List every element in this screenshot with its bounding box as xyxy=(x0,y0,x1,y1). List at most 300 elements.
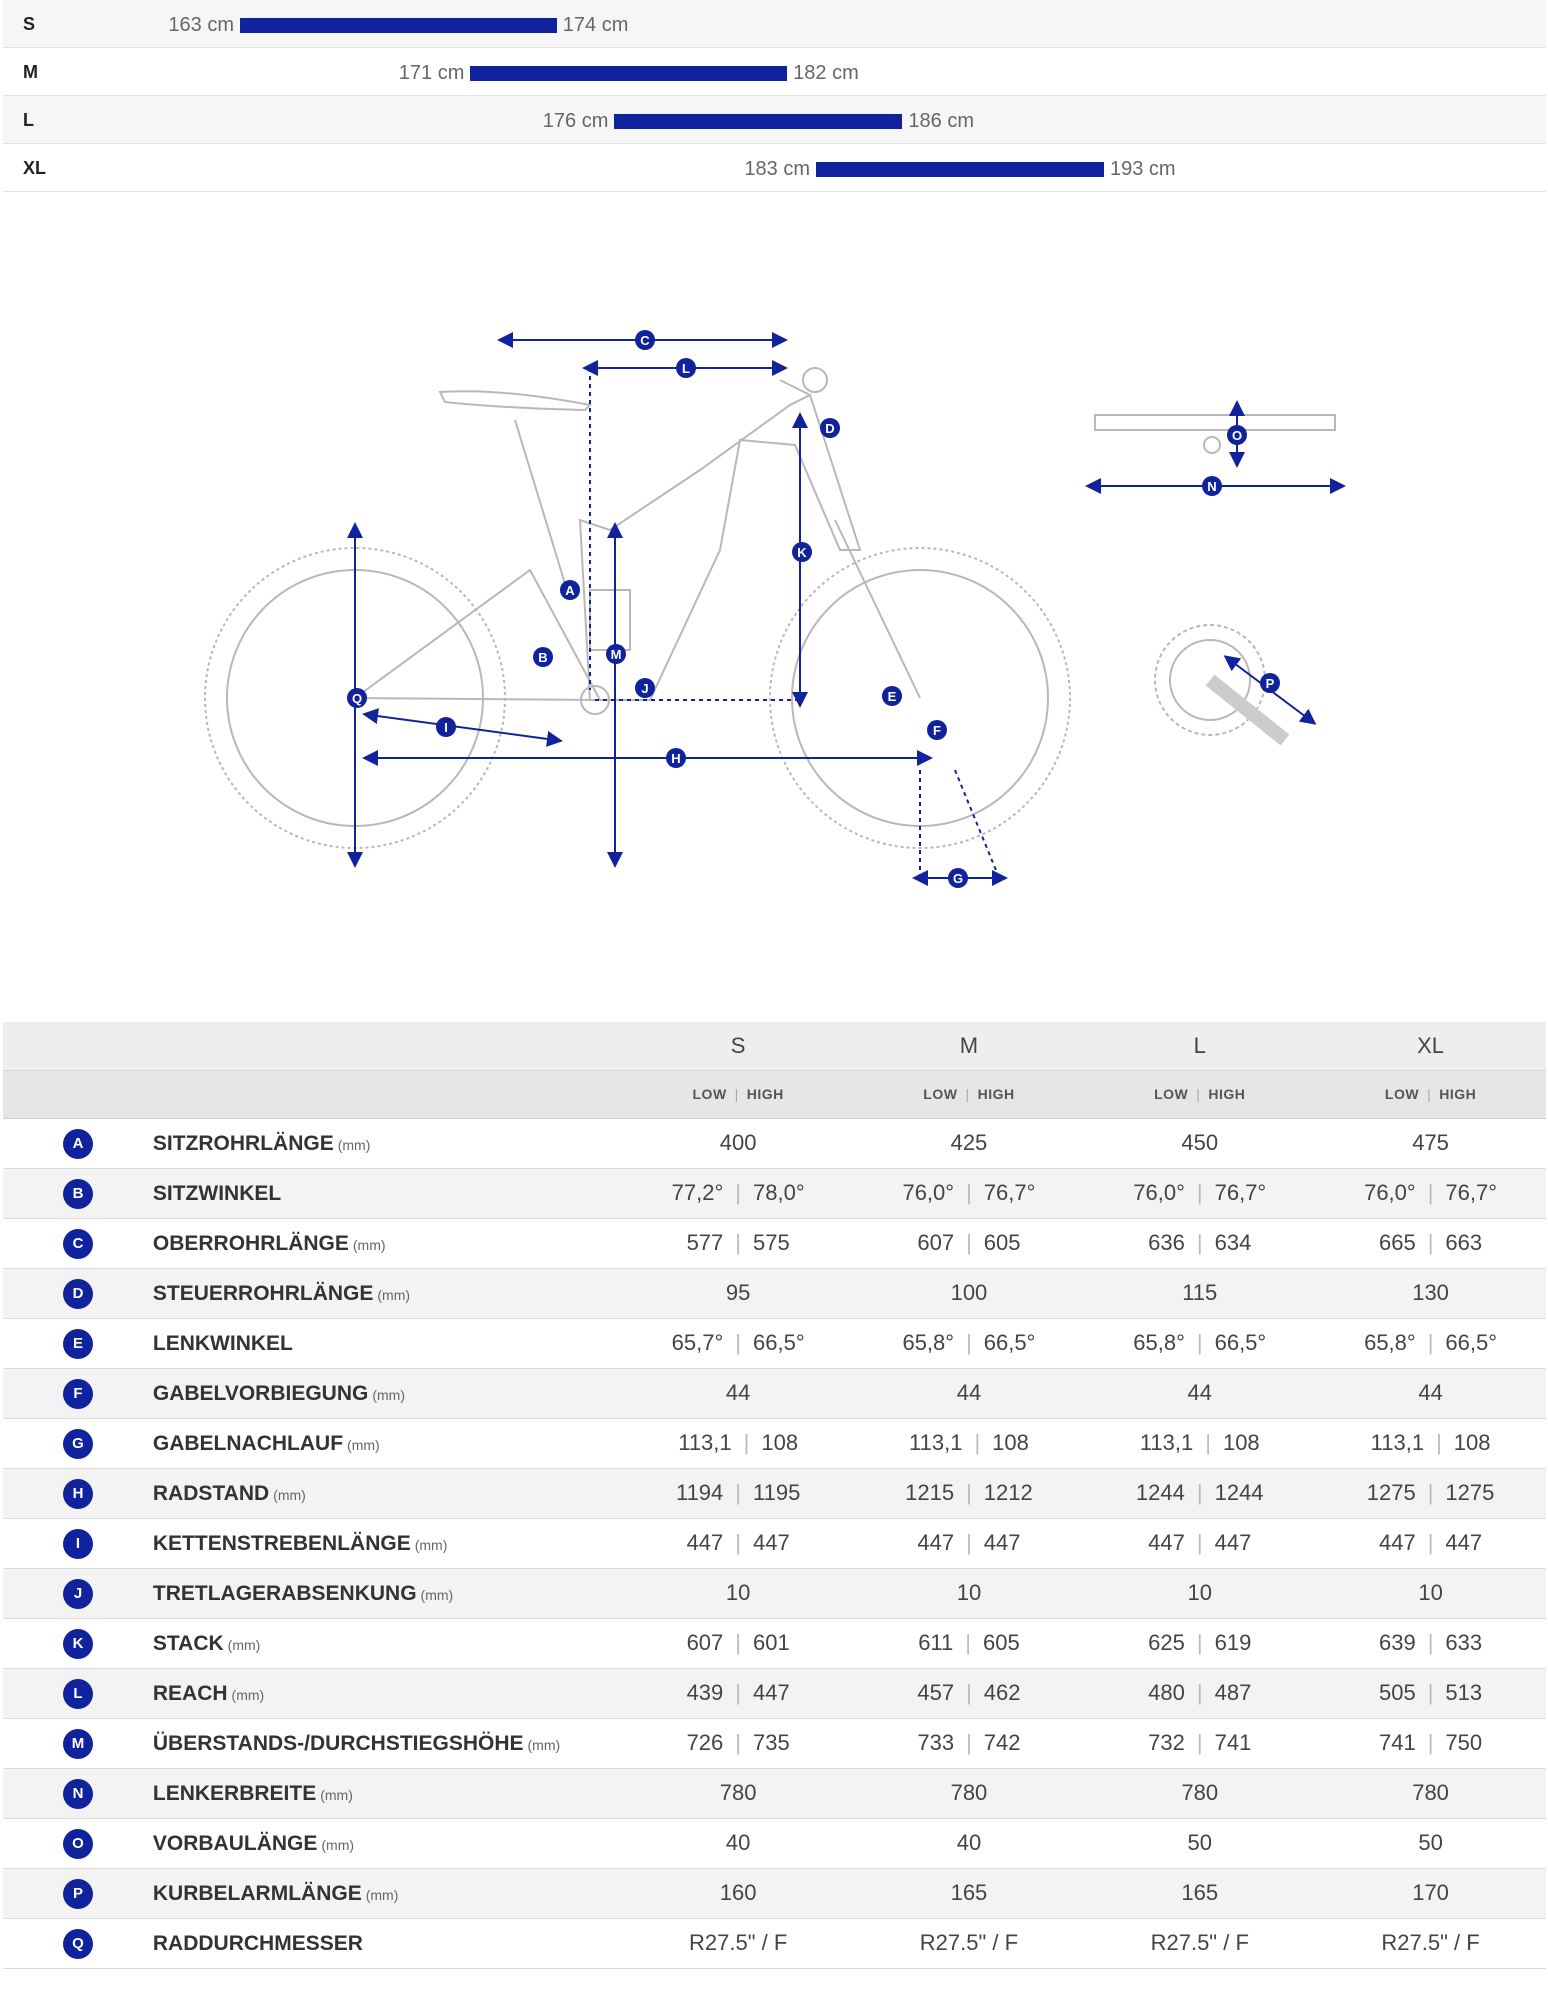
parameter-name: RADDURCHMESSER xyxy=(152,1932,363,1955)
separator: | xyxy=(735,1330,741,1355)
high-value: 66,5° xyxy=(1214,1330,1267,1355)
high-value: 447 xyxy=(983,1530,1021,1555)
value: 10 xyxy=(1187,1580,1212,1605)
geometry-row xyxy=(3,1268,1546,1318)
separator: | xyxy=(1196,1630,1203,1655)
value-cell xyxy=(854,1918,1085,1968)
geometry-row xyxy=(3,1668,1546,1718)
value-cell xyxy=(1084,1118,1315,1168)
value: 44 xyxy=(1187,1380,1212,1405)
fork xyxy=(835,520,920,698)
value: R27.5" / F xyxy=(919,1930,1019,1955)
high-value: 575 xyxy=(753,1230,790,1255)
geometry-row xyxy=(3,1418,1546,1468)
low-value: 447 xyxy=(1378,1530,1416,1555)
high-value: 447 xyxy=(1445,1530,1483,1555)
svg-text:O: O xyxy=(1231,428,1243,443)
value-cell xyxy=(854,1518,1085,1568)
stem-clamp xyxy=(1204,437,1220,453)
high-value: 78,0° xyxy=(753,1180,805,1205)
dimension-marker-k xyxy=(792,542,812,562)
value-cell xyxy=(623,1918,854,1968)
high-value: 663 xyxy=(1445,1230,1483,1255)
high-value: 741 xyxy=(1214,1730,1252,1755)
size-range-min: 176 cm xyxy=(542,110,609,132)
low-value: 607 xyxy=(917,1230,955,1255)
size-label: M xyxy=(23,62,38,82)
high-label: HIGH xyxy=(1208,1086,1246,1102)
value-cell xyxy=(1315,1368,1546,1418)
low-value: 113,1 xyxy=(1139,1430,1194,1455)
separator: | xyxy=(966,1680,972,1705)
geometry-row xyxy=(3,1868,1546,1918)
parameter-unit: (mm) xyxy=(320,1787,353,1803)
separator: | xyxy=(1427,1680,1434,1705)
svg-text:D: D xyxy=(825,421,835,436)
value: R27.5" / F xyxy=(1381,1930,1480,1955)
value: 95 xyxy=(725,1280,751,1305)
dimension-marker-l xyxy=(676,358,696,378)
value-cell xyxy=(1084,1868,1315,1918)
low-value: 577 xyxy=(686,1230,724,1255)
separator: | xyxy=(1196,1680,1203,1705)
low-value: 1275 xyxy=(1366,1480,1416,1505)
dimension-marker-c xyxy=(635,330,655,350)
dimension-marker-q xyxy=(347,688,367,708)
high-label: HIGH xyxy=(977,1086,1015,1102)
geometry-row xyxy=(3,1468,1546,1518)
geometry-row xyxy=(3,1168,1546,1218)
low-label: LOW xyxy=(1154,1086,1189,1102)
low-value: 447 xyxy=(686,1530,724,1555)
parameter-unit: (mm) xyxy=(273,1487,306,1503)
low-value: 76,0° xyxy=(902,1180,955,1205)
geometry-row xyxy=(3,1918,1546,1968)
separator: | xyxy=(1427,1530,1434,1555)
separator: | xyxy=(1427,1480,1434,1505)
parameter-unit: (mm) xyxy=(365,1887,399,1903)
separator: | xyxy=(1427,1086,1432,1102)
size-column-header: S xyxy=(730,1032,746,1058)
value-cell xyxy=(1315,1518,1546,1568)
parameter-badge: L xyxy=(63,1679,93,1709)
dimension-marker-f xyxy=(927,720,947,740)
high-value: 66,5° xyxy=(983,1330,1036,1355)
low-value: 639 xyxy=(1378,1630,1416,1655)
low-value: 741 xyxy=(1378,1730,1416,1755)
value-cell xyxy=(623,1768,854,1818)
low-value: 113,1 xyxy=(909,1430,963,1455)
value-cell xyxy=(854,1418,1085,1468)
geometry-row xyxy=(3,1818,1546,1868)
value: 115 xyxy=(1182,1280,1218,1305)
value-cell xyxy=(1315,1218,1546,1268)
low-value: 505 xyxy=(1378,1680,1416,1705)
svg-text:J: J xyxy=(641,681,649,696)
high-value: 601 xyxy=(753,1630,790,1655)
value: 780 xyxy=(950,1780,988,1805)
size-label: XL xyxy=(23,158,47,178)
size-range-row xyxy=(3,96,1546,144)
separator: | xyxy=(966,1330,972,1355)
separator: | xyxy=(1427,1180,1434,1205)
separator: | xyxy=(974,1430,981,1455)
parameter-unit: (mm) xyxy=(414,1537,448,1553)
bike-geometry-diagram xyxy=(0,300,1548,920)
separator: | xyxy=(1427,1330,1434,1355)
separator: | xyxy=(1427,1730,1434,1755)
high-value: 108 xyxy=(761,1430,799,1455)
dimension-marker-p xyxy=(1260,673,1280,693)
size-range-max: 174 cm xyxy=(562,14,629,36)
parameter-unit: (mm) xyxy=(372,1387,405,1403)
value-cell xyxy=(623,1368,854,1418)
high-label: HIGH xyxy=(1439,1086,1477,1102)
value-cell xyxy=(854,1568,1085,1618)
parameter-name: REACH xyxy=(152,1682,228,1705)
geometry-row xyxy=(3,1118,1546,1168)
dimension-marker-e xyxy=(882,686,902,706)
parameter-badge: K xyxy=(63,1629,93,1659)
dimension-markers xyxy=(347,330,1280,888)
geometry-row xyxy=(3,1218,1546,1268)
value-cell xyxy=(623,1868,854,1918)
size-range-min: 163 cm xyxy=(168,14,234,36)
parameter-name: RADSTAND xyxy=(152,1482,270,1505)
saddle xyxy=(440,391,590,410)
svg-text:A: A xyxy=(565,583,575,598)
value-cell xyxy=(854,1618,1085,1668)
high-value: 108 xyxy=(1453,1430,1491,1455)
size-range-bar xyxy=(470,66,787,81)
value-cell xyxy=(1084,1518,1315,1568)
low-value: 439 xyxy=(686,1680,724,1705)
svg-text:L: L xyxy=(682,361,690,376)
parameter-unit: (mm) xyxy=(231,1687,265,1703)
value-cell xyxy=(854,1118,1085,1168)
value: 780 xyxy=(1181,1780,1219,1805)
svg-text:N: N xyxy=(1207,479,1217,494)
parameter-unit: (mm) xyxy=(377,1287,411,1303)
value: 780 xyxy=(719,1780,757,1805)
size-range-row xyxy=(3,48,1546,96)
value-cell xyxy=(1315,1118,1546,1168)
parameter-badge: O xyxy=(63,1829,93,1859)
value-cell xyxy=(623,1318,854,1368)
parameter-badge: N xyxy=(63,1779,93,1809)
value-cell xyxy=(1084,1568,1315,1618)
size-range-min: 171 cm xyxy=(398,62,465,84)
value: 425 xyxy=(950,1130,988,1155)
value: 10 xyxy=(725,1580,751,1605)
separator: | xyxy=(735,1180,741,1205)
value-cell xyxy=(623,1418,854,1468)
value-cell xyxy=(1315,1568,1546,1618)
rear-shock xyxy=(590,590,630,650)
low-value: 457 xyxy=(917,1680,955,1705)
value-cell xyxy=(1084,1418,1315,1468)
low-high-header xyxy=(1315,1070,1546,1118)
parameter-badge: C xyxy=(63,1229,93,1259)
parameter-unit: (mm) xyxy=(527,1737,561,1753)
low-value: 65,7° xyxy=(671,1330,724,1355)
value: 50 xyxy=(1418,1830,1443,1855)
low-label: LOW xyxy=(692,1086,727,1102)
separator: | xyxy=(1196,1180,1203,1205)
low-value: 76,0° xyxy=(1133,1180,1185,1205)
parameter-unit: (mm) xyxy=(420,1587,454,1603)
value-cell xyxy=(854,1218,1085,1268)
bike-frame-drawing xyxy=(205,368,1335,848)
value-cell xyxy=(1315,1918,1546,1968)
svg-text:B: B xyxy=(538,650,548,665)
separator: | xyxy=(734,1086,739,1102)
dimension-marker-j xyxy=(635,678,655,698)
low-value: 636 xyxy=(1148,1230,1185,1255)
dimension-marker-m xyxy=(606,644,626,664)
svg-text:Q: Q xyxy=(351,691,363,706)
low-value: 607 xyxy=(686,1630,724,1655)
high-value: 66,5° xyxy=(1445,1330,1498,1355)
value: 50 xyxy=(1187,1830,1212,1855)
high-value: 447 xyxy=(753,1680,790,1705)
high-value: 76,7° xyxy=(983,1180,1036,1205)
parameter-badge: P xyxy=(63,1879,93,1909)
size-header-row xyxy=(3,1022,1546,1070)
size-range-max: 193 cm xyxy=(1110,158,1176,180)
separator: | xyxy=(965,1630,971,1655)
headset xyxy=(803,368,827,392)
separator: | xyxy=(1436,1430,1442,1455)
separator: | xyxy=(1196,1480,1203,1505)
geometry-table xyxy=(3,1022,1546,1969)
parameter-unit: (mm) xyxy=(347,1437,380,1453)
dimension-marker-h xyxy=(666,748,686,768)
value-cell xyxy=(1315,1668,1546,1718)
dimension-marker-d xyxy=(820,418,840,438)
separator: | xyxy=(966,1530,972,1555)
separator: | xyxy=(735,1630,741,1655)
value-cell xyxy=(1315,1168,1546,1218)
parameter-name: SITZWINKEL xyxy=(152,1182,282,1205)
low-value: 726 xyxy=(686,1730,724,1755)
geometry-row xyxy=(3,1518,1546,1568)
value: 44 xyxy=(725,1380,751,1405)
svg-text:C: C xyxy=(640,333,650,348)
value-cell xyxy=(623,1468,854,1518)
low-value: 76,0° xyxy=(1364,1180,1416,1205)
size-column-header: XL xyxy=(1417,1032,1445,1058)
size-column-header: M xyxy=(959,1032,979,1058)
value-cell xyxy=(1084,1668,1315,1718)
value-cell xyxy=(1084,1718,1315,1768)
value: 10 xyxy=(956,1580,982,1605)
separator: | xyxy=(966,1230,972,1255)
separator: | xyxy=(1205,1430,1211,1455)
parameter-name: GABELNACHLAUF xyxy=(152,1432,344,1455)
value: R27.5" / F xyxy=(689,1930,788,1955)
value-cell xyxy=(623,1268,854,1318)
geometry-row xyxy=(3,1718,1546,1768)
geometry-row xyxy=(3,1318,1546,1368)
size-label: L xyxy=(23,110,34,130)
low-value: 113,1 xyxy=(1370,1430,1425,1455)
value: 780 xyxy=(1412,1780,1449,1805)
low-value: 447 xyxy=(1148,1530,1185,1555)
low-value: 65,8° xyxy=(1133,1330,1185,1355)
value-cell xyxy=(623,1668,854,1718)
parameter-name: STEUERROHRLÄNGE xyxy=(152,1282,374,1305)
size-range-chart xyxy=(3,0,1546,192)
separator: | xyxy=(965,1086,970,1102)
value-cell xyxy=(623,1118,854,1168)
value-cell xyxy=(1315,1318,1546,1368)
high-value: 742 xyxy=(983,1730,1021,1755)
value-cell xyxy=(623,1818,854,1868)
value-cell xyxy=(1084,1168,1315,1218)
value-cell xyxy=(854,1368,1085,1418)
value-cell xyxy=(1315,1818,1546,1868)
value-cell xyxy=(623,1218,854,1268)
geometry-row xyxy=(3,1618,1546,1668)
high-value: 634 xyxy=(1214,1230,1252,1255)
low-value: 447 xyxy=(917,1530,955,1555)
parameter-badge: J xyxy=(63,1579,93,1609)
value: 130 xyxy=(1412,1280,1449,1305)
low-value: 77,2° xyxy=(671,1180,724,1205)
handlebar-drawing xyxy=(1095,415,1335,430)
high-value: 76,7° xyxy=(1214,1180,1267,1205)
value: 40 xyxy=(725,1830,751,1855)
value-cell xyxy=(623,1518,854,1568)
parameter-name: GABELVORBIEGUNG xyxy=(152,1382,369,1405)
value-cell xyxy=(1315,1618,1546,1668)
parameter-name: SITZROHRLÄNGE xyxy=(152,1132,334,1155)
value-cell xyxy=(1084,1368,1315,1418)
value-cell xyxy=(623,1718,854,1768)
value-cell xyxy=(1084,1768,1315,1818)
parameter-name: KETTENSTREBENLÄNGE xyxy=(152,1532,411,1555)
high-value: 1275 xyxy=(1445,1480,1495,1505)
size-label: S xyxy=(23,14,36,34)
low-value: 1194 xyxy=(675,1480,724,1505)
value-cell xyxy=(1315,1718,1546,1768)
value-cell xyxy=(854,1168,1085,1218)
high-value: 487 xyxy=(1214,1680,1252,1705)
parameter-name: OBERROHRLÄNGE xyxy=(152,1232,349,1255)
parameter-badge: B xyxy=(63,1179,93,1209)
svg-text:P: P xyxy=(1265,676,1275,691)
separator: | xyxy=(1196,1330,1203,1355)
value-cell xyxy=(1084,1818,1315,1868)
value-cell xyxy=(623,1618,854,1668)
high-value: 735 xyxy=(753,1730,790,1755)
value-cell xyxy=(854,1668,1085,1718)
value-cell xyxy=(1084,1918,1315,1968)
value-cell xyxy=(1084,1468,1315,1518)
high-value: 605 xyxy=(982,1630,1020,1655)
separator: | xyxy=(735,1730,741,1755)
parameter-name: KURBELARMLÄNGE xyxy=(152,1882,362,1905)
parameter-name: LENKERBREITE xyxy=(152,1782,317,1805)
value: 10 xyxy=(1418,1580,1443,1605)
parameter-name: ÜBERSTANDS-/DURCHSTIEGSHÖHE xyxy=(152,1732,524,1755)
separator: | xyxy=(1427,1230,1434,1255)
dimension-marker-b xyxy=(533,647,553,667)
high-value: 66,5° xyxy=(753,1330,805,1355)
value-cell xyxy=(854,1868,1085,1918)
low-high-header xyxy=(623,1070,854,1118)
low-high-header xyxy=(1084,1070,1315,1118)
high-value: 619 xyxy=(1214,1630,1252,1655)
separator: | xyxy=(1196,1230,1203,1255)
value: 400 xyxy=(719,1130,757,1155)
svg-text:F: F xyxy=(933,723,941,738)
high-value: 1195 xyxy=(753,1480,801,1505)
parameter-badge: G xyxy=(63,1429,93,1459)
separator: | xyxy=(735,1530,741,1555)
svg-text:M: M xyxy=(610,647,622,662)
parameter-badge: Q xyxy=(63,1929,93,1959)
svg-text:H: H xyxy=(671,751,681,766)
low-value: 65,8° xyxy=(902,1330,955,1355)
low-value: 480 xyxy=(1148,1680,1185,1705)
high-value: 447 xyxy=(753,1530,790,1555)
separator: | xyxy=(735,1680,741,1705)
svg-text:E: E xyxy=(887,689,897,704)
size-range-min: 183 cm xyxy=(744,158,810,180)
value-cell xyxy=(1315,1768,1546,1818)
low-high-header xyxy=(854,1070,1085,1118)
separator: | xyxy=(966,1180,972,1205)
high-value: 76,7° xyxy=(1445,1180,1498,1205)
value-cell xyxy=(1315,1468,1546,1518)
high-value: 605 xyxy=(983,1230,1021,1255)
size-range-bar xyxy=(614,114,902,129)
parameter-unit: (mm) xyxy=(321,1837,355,1853)
value: 44 xyxy=(956,1380,982,1405)
high-value: 1244 xyxy=(1214,1480,1264,1505)
value-cell xyxy=(854,1818,1085,1868)
low-value: 732 xyxy=(1148,1730,1185,1755)
separator: | xyxy=(743,1430,750,1455)
value-cell xyxy=(1315,1418,1546,1468)
value: R27.5" / F xyxy=(1150,1930,1249,1955)
parameter-badge: E xyxy=(63,1329,93,1359)
parameter-badge: F xyxy=(63,1379,93,1409)
svg-text:G: G xyxy=(952,871,964,886)
value-cell xyxy=(854,1718,1085,1768)
value-cell xyxy=(1084,1318,1315,1368)
value: 170 xyxy=(1412,1880,1449,1905)
size-column-header: L xyxy=(1193,1032,1206,1058)
parameter-name: VORBAULÄNGE xyxy=(152,1832,318,1855)
parameter-badge: M xyxy=(63,1729,93,1759)
low-value: 1244 xyxy=(1135,1480,1185,1505)
geometry-row xyxy=(3,1568,1546,1618)
low-value: 733 xyxy=(917,1730,955,1755)
high-value: 633 xyxy=(1445,1630,1483,1655)
separator: | xyxy=(1427,1630,1434,1655)
separator: | xyxy=(735,1480,741,1505)
low-value: 113,1 xyxy=(678,1430,732,1455)
low-high-header-row xyxy=(3,1070,1546,1118)
high-value: 750 xyxy=(1445,1730,1483,1755)
low-value: 665 xyxy=(1378,1230,1416,1255)
value-cell xyxy=(1084,1618,1315,1668)
size-range-row xyxy=(3,144,1546,192)
parameter-unit: (mm) xyxy=(337,1137,371,1153)
